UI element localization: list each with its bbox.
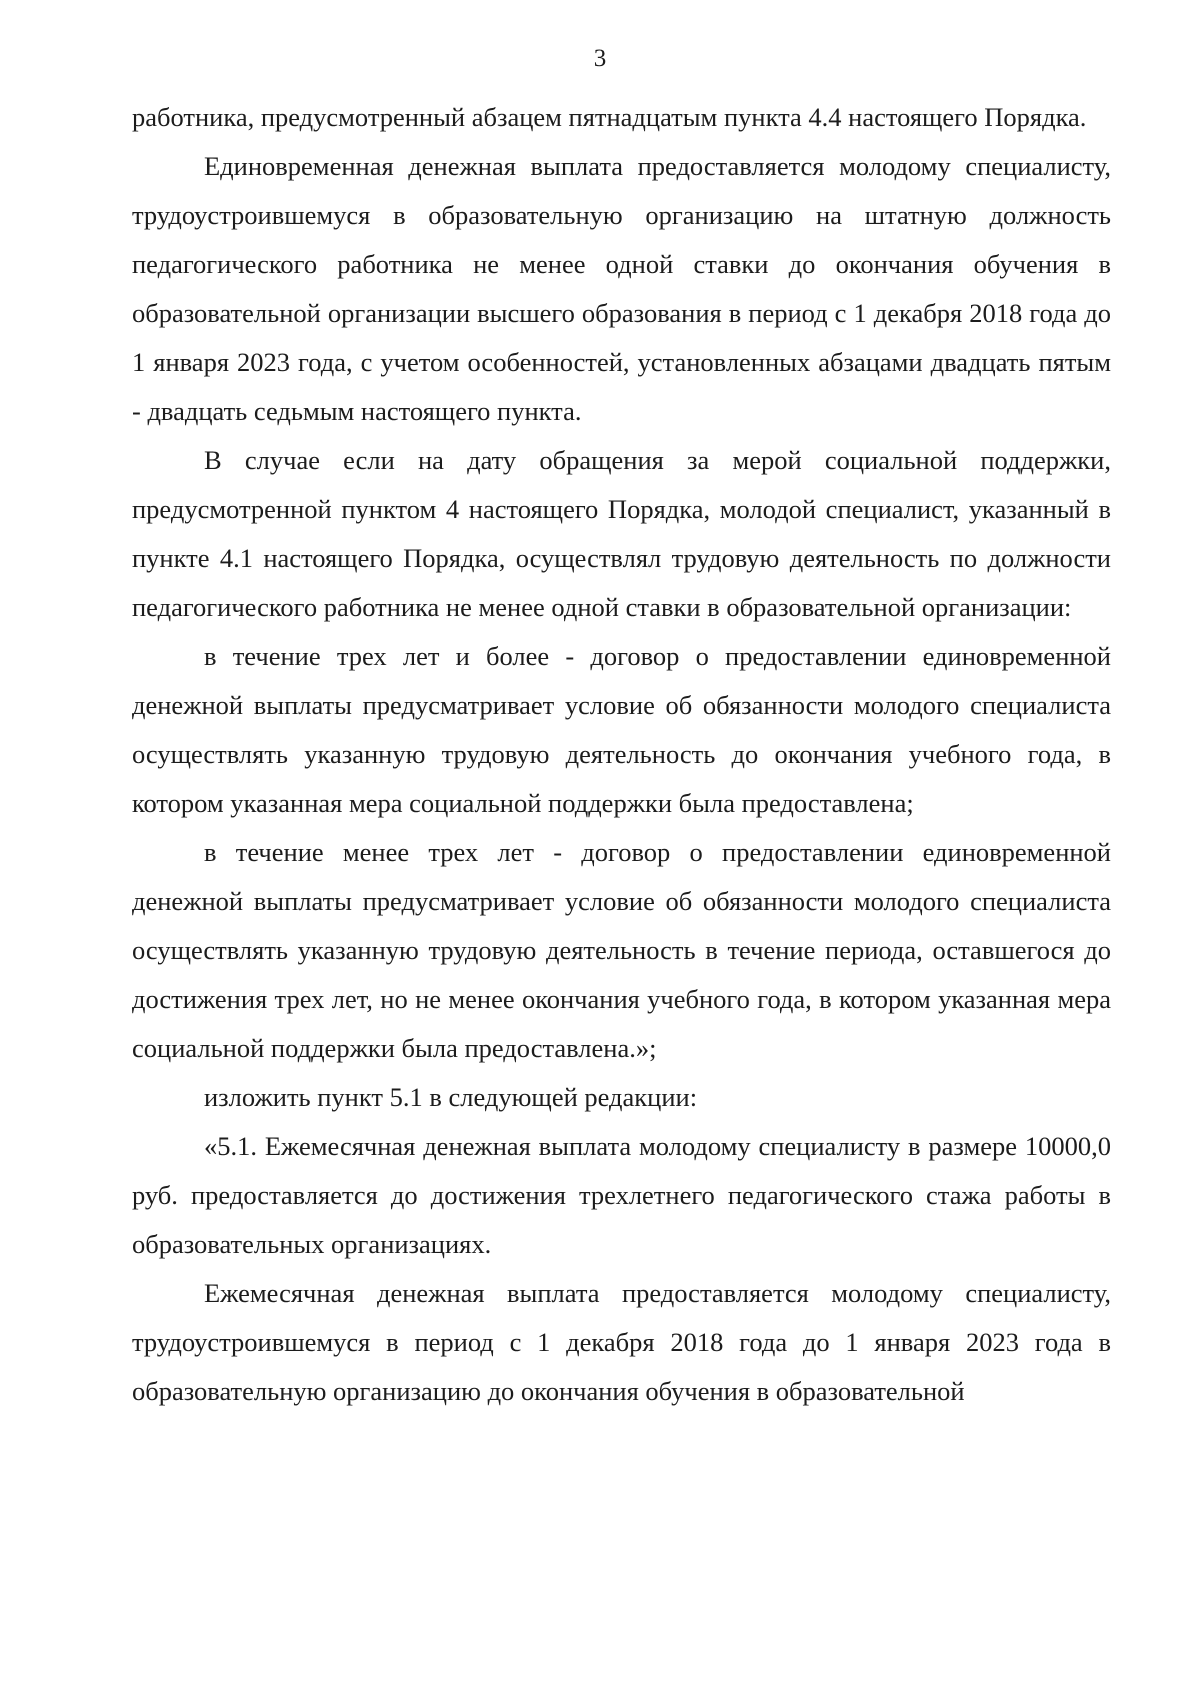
paragraph-case-condition: В случае если на дату обращения за мерой социальной поддержки, предусмотренной пунктом 4 настоящего Порядка, молодой специалист, указанный в пункте 4.1 настоящего Порядка, осуществлял трудовую деятельность по должности педагогического работника не менее одной ставки в образовательной организации: xyxy=(132,445,1111,622)
paragraph-clause-5-1: «5.1. Ежемесячная денежная выплата молодому специалисту в размере 10000,0 руб. предоставляется до достижения трехлетнего педагогического стажа работы в образовательных организациях. xyxy=(132,1131,1111,1259)
page-number: 3 xyxy=(593,45,607,72)
paragraph-amend-clause-5-1: изложить пункт 5.1 в следующей редакции: xyxy=(204,1082,698,1112)
paragraph-lump-sum-payment: Единовременная денежная выплата предоставляется молодому специалисту, трудоустроившемуся в образовательную организацию на штатную должность педагогического работника не менее одной ставки до окончания обучения в образовательной организации высшего образования в период с 1 декабря 2018 года до 1 января 2023 года, с учетом особенностей, установленных абзацами двадцать пятым - двадцать седьмым настоящего пункта. xyxy=(132,151,1111,426)
paragraph-monthly-payment: Ежемесячная денежная выплата предоставляется молодому специалисту, трудоустроившемуся в период с 1 декабря 2018 года до 1 января 2023 года в образовательную организацию до окончания обучения в образовательной xyxy=(132,1278,1111,1406)
paragraph-continuation: работника, предусмотренный абзацем пятнадцатым пункта 4.4 настоящего Порядка. xyxy=(132,102,1087,132)
document-body xyxy=(132,93,1111,1416)
paragraph-less-than-three-years: в течение менее трех лет - договор о предоставлении единовременной денежной выплаты предусматривает условие об обязанности молодого специалиста осуществлять указанную трудовую деятельность в течение периода, оставшегося до достижения трех лет, но не менее окончания учебного года, в котором указанная мера социальной поддержки была предоставлена.»; xyxy=(132,837,1111,1063)
paragraph-three-years-or-more: в течение трех лет и более - договор о предоставлении единовременной денежной выплаты предусматривает условие об обязанности молодого специалиста осуществлять указанную трудовую деятельность до окончания учебного года, в котором указанная мера социальной поддержки была предоставлена; xyxy=(132,641,1111,818)
